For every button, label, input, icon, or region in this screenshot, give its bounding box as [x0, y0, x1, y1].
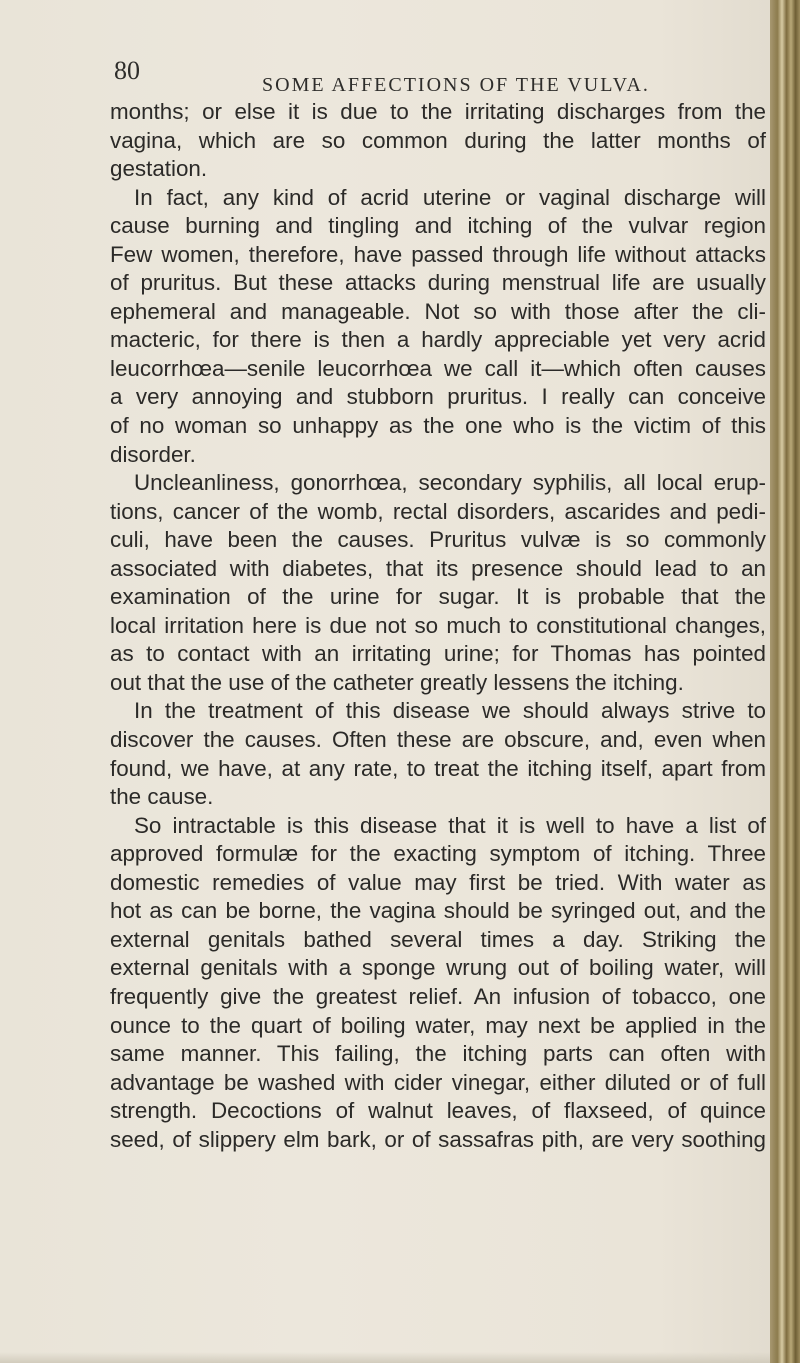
text-line: discover the causes. Often these are obscure, and, even when — [110, 727, 766, 753]
text-line: gestation. — [110, 156, 208, 182]
text-line: found, we have, at any rate, to treat the itching itself, apart from — [110, 755, 766, 781]
text-line: culi, have been the causes. Pruritus vulvæ is so commonly — [110, 527, 766, 553]
text-line: approved formulæ for the exacting symptom of itching. Three — [110, 841, 766, 867]
book-edge — [770, 0, 800, 1363]
text-line: In fact, any kind of acrid uterine or vaginal discharge will — [134, 184, 766, 210]
text-line: advantage be washed with cider vinegar, either diluted or of full — [110, 1069, 766, 1095]
text-line: external genitals with a sponge wrung out of boiling water, will — [110, 955, 766, 981]
text-line: the cause. — [110, 784, 214, 810]
text-line: frequently give the greatest relief. An infusion of tobacco, one — [110, 983, 766, 1009]
text-line: months; or else it is due to the irritating discharges from the — [110, 99, 766, 124]
text-line: local irritation here is due not so much to constitutional changes, — [110, 612, 766, 638]
body-text — [110, 98, 766, 1154]
text-line: external genitals bathed several times a day. Striking the — [110, 926, 766, 952]
text-line: same manner. This failing, the itching parts can often with — [110, 1041, 766, 1067]
page-number: 80 — [114, 56, 140, 85]
text-line: of pruritus. But these attacks during menstrual life are usually — [110, 270, 766, 296]
text-line: vagina, which are so common during the latter months of — [110, 127, 766, 153]
text-line: a very annoying and stubborn pruritus. I really can conceive — [110, 384, 766, 410]
text-line: So intractable is this disease that it is well to have a list of — [134, 812, 766, 838]
text-line: of no woman so unhappy as the one who is the victim of this — [110, 413, 766, 439]
running-head — [114, 56, 754, 102]
text-line: seed, of slippery elm bark, or of sassafras pith, are very soothing — [110, 1126, 766, 1152]
text-line: domestic remedies of value may first be tried. With water as — [110, 869, 766, 895]
text-line: examination of the urine for sugar. It is probable that the — [110, 584, 766, 610]
page-bottom-shadow — [0, 1352, 770, 1363]
text-line: as to contact with an irritating urine; for Thomas has pointed — [110, 641, 766, 667]
text-line: disorder. — [110, 441, 196, 467]
text-line: leucorrhœa—senile leucorrhœa we call it—which often causes — [110, 355, 766, 381]
text-line: strength. Decoctions of walnut leaves, of flaxseed, of quince — [110, 1098, 766, 1124]
text-line: ephemeral and manageable. Not so with those after the cli- — [110, 298, 766, 324]
text-line: associated with diabetes, that its presence should lead to an — [110, 555, 766, 581]
text-line: In the treatment of this disease we should always strive to — [134, 698, 766, 724]
text-line: hot as can be borne, the vagina should be syringed out, and the — [110, 898, 766, 924]
text-line: macteric, for there is then a hardly appreciable yet very acrid — [110, 327, 766, 353]
text-line: out that the use of the catheter greatly lessens the itching. — [110, 669, 684, 695]
text-line: tions, cancer of the womb, rectal disorders, ascarides and pedi- — [110, 498, 766, 524]
text-line: cause burning and tingling and itching of the vulvar region — [110, 213, 766, 239]
running-title: SOME AFFECTIONS OF THE VULVA. — [262, 74, 650, 96]
text-line: Uncleanliness, gonorrhœa, secondary syphilis, all local erup- — [134, 470, 766, 496]
text-line: Few women, therefore, have passed through life without attacks — [110, 241, 766, 267]
text-line: ounce to the quart of boiling water, may next be applied in the — [110, 1012, 766, 1038]
